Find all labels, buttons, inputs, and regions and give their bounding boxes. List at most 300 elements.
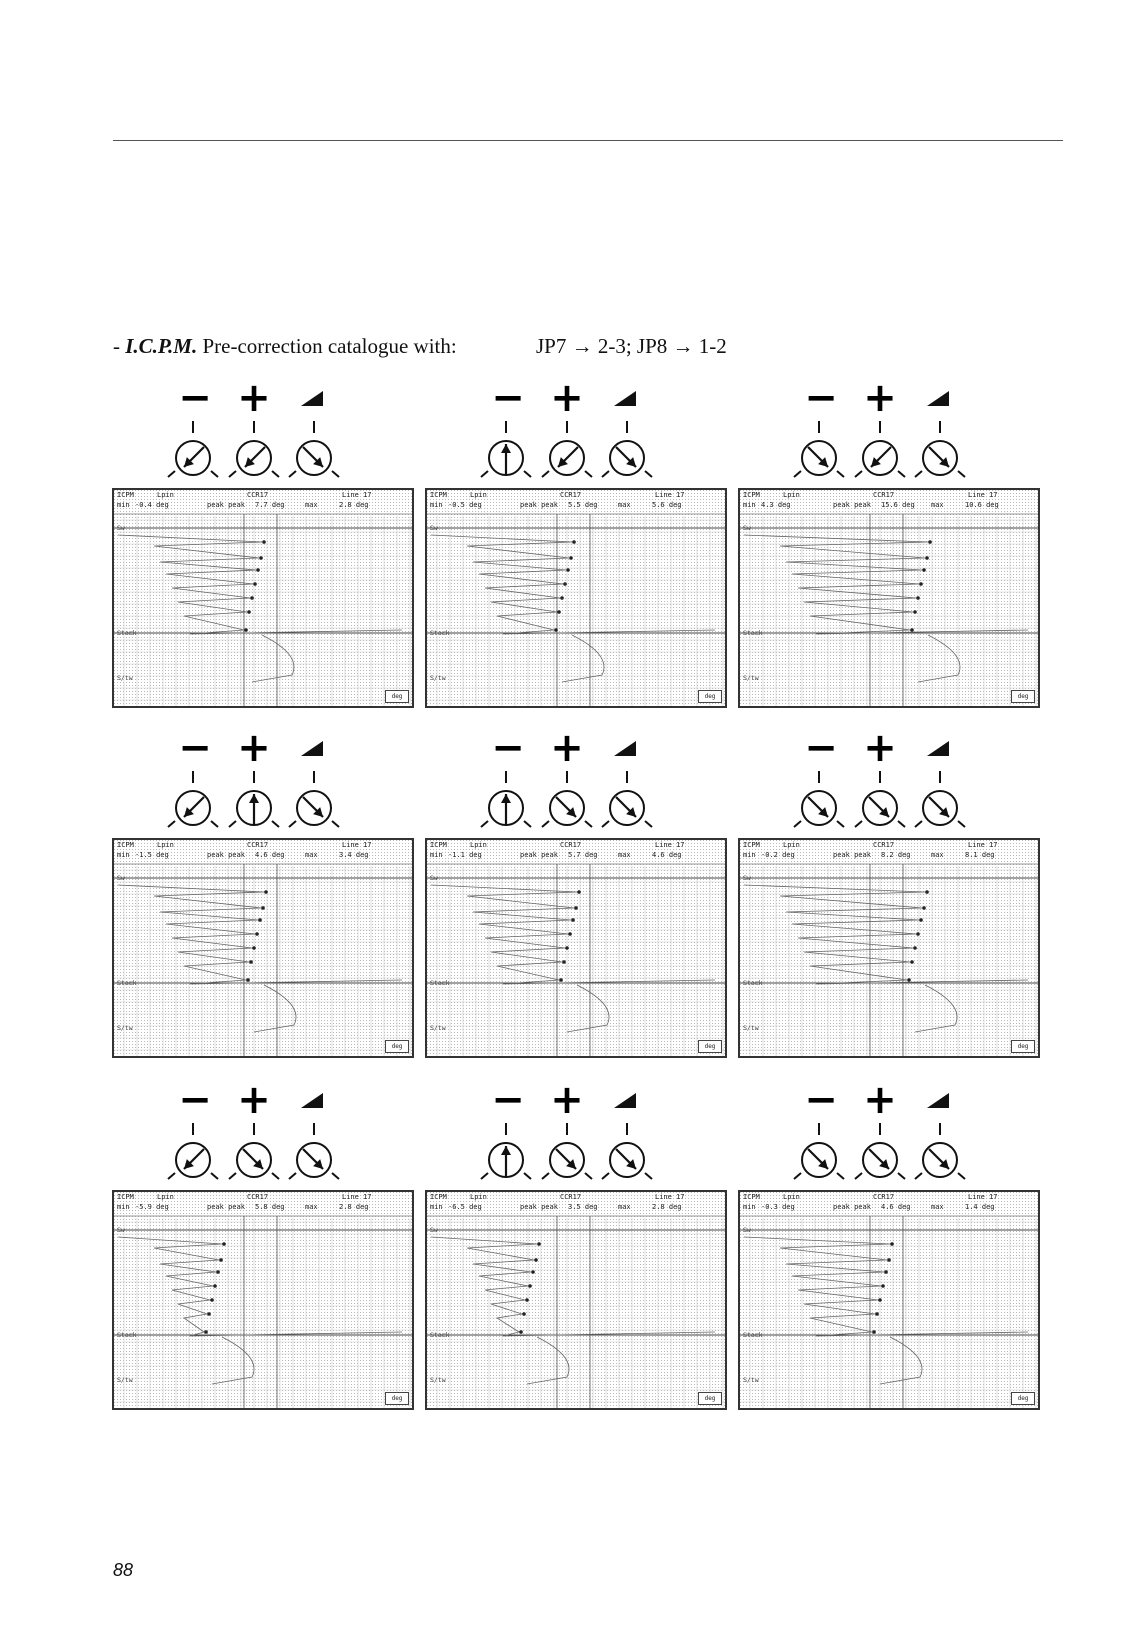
contrast-wedge-icon (614, 1093, 636, 1108)
screen-grid (427, 1192, 725, 1408)
minus-icon: − (491, 725, 525, 771)
screen-grid (427, 490, 725, 706)
screen-label-top: Sw (117, 524, 125, 532)
potentiometer-icon (602, 771, 652, 827)
measurement-field: 4.6 deg (881, 1203, 911, 1211)
deg-button: deg (385, 1040, 409, 1053)
trace-marker (913, 610, 917, 614)
measurement-field: max (931, 851, 944, 859)
screen-measurements (117, 851, 389, 859)
screen-header-field: CCR17 (247, 1193, 269, 1201)
trace-marker (569, 556, 573, 560)
screen-header-field: CCR17 (873, 491, 895, 499)
control-diagram (737, 725, 1042, 836)
trace-marker (562, 960, 566, 964)
control-diagram (424, 725, 729, 836)
trace-marker (244, 628, 248, 632)
screen-label-mid: Stack (430, 629, 450, 637)
minus-icon: − (804, 725, 838, 771)
trace-marker (246, 978, 250, 982)
oscilloscope-screen (738, 838, 1040, 1058)
potentiometer-icon (855, 421, 905, 477)
measurement-field: min (117, 851, 130, 859)
catalogue-panel (424, 375, 729, 728)
minus-icon: − (804, 1077, 838, 1123)
measurement-field: -0.4 deg (135, 501, 169, 509)
deg-button: deg (385, 1392, 409, 1405)
measurement-field: peak peak (520, 851, 558, 859)
screen-header-field: ICPM (117, 491, 134, 499)
screen-header-field: Lpin (470, 491, 487, 499)
potentiometer-icon (542, 421, 592, 477)
measurement-field: 7.7 deg (255, 501, 285, 509)
trace-marker (253, 582, 257, 586)
trace-marker (913, 946, 917, 950)
potentiometer-icon (481, 771, 531, 827)
plus-icon: + (863, 1077, 897, 1123)
oscilloscope-screen (738, 1190, 1040, 1410)
screen-header-field: CCR17 (560, 491, 582, 499)
minus-icon: − (491, 375, 525, 421)
screen-grid (114, 840, 412, 1056)
trace-marker (531, 1270, 535, 1274)
trace-marker (572, 540, 576, 544)
measurement-field: 2.8 deg (339, 1203, 369, 1211)
oscilloscope-screen (425, 838, 727, 1058)
deg-button: deg (1011, 1040, 1035, 1053)
potentiometer-icon (794, 1123, 844, 1179)
measurement-field: 3.4 deg (339, 851, 369, 859)
measurement-field: max (618, 501, 631, 509)
screen-grid (740, 490, 1038, 706)
deg-button: deg (698, 1040, 722, 1053)
screen-label-top: Sw (430, 1226, 438, 1234)
trace-marker (261, 906, 265, 910)
potentiometer-icon (168, 771, 218, 827)
trace-marker (252, 946, 256, 950)
screen-header-field: Lpin (783, 491, 800, 499)
trace-marker (537, 1242, 541, 1246)
contrast-wedge-icon (927, 1093, 949, 1108)
catalogue-panel (737, 375, 1042, 728)
screen-header-field: ICPM (743, 841, 760, 849)
trace-marker (262, 540, 266, 544)
trace-marker (522, 1312, 526, 1316)
measurement-field: -1.1 deg (448, 851, 482, 859)
trace-marker (256, 568, 260, 572)
trace-marker (554, 628, 558, 632)
measurement-field: 2.8 deg (339, 501, 369, 509)
screen-header-field: CCR17 (560, 1193, 582, 1201)
measurement-field: max (931, 501, 944, 509)
trace-marker (559, 978, 563, 982)
screen-header-field: Line 17 (655, 1193, 685, 1201)
measurement-field: peak peak (833, 501, 871, 509)
trace-marker (528, 1284, 532, 1288)
trace-marker (577, 890, 581, 894)
measurement-field: max (305, 501, 318, 509)
catalogue-panel (111, 725, 416, 1078)
minus-icon: − (178, 1077, 212, 1123)
plus-icon: + (550, 725, 584, 771)
screen-header-field: ICPM (430, 491, 447, 499)
heading-abbreviation: I.C.P.M. (125, 334, 198, 358)
screen-header-field: CCR17 (560, 841, 582, 849)
contrast-wedge-icon (614, 741, 636, 756)
catalogue-panel (737, 1077, 1042, 1430)
oscilloscope-screen (425, 488, 727, 708)
screen-grid (114, 490, 412, 706)
trace-marker (204, 1330, 208, 1334)
measurement-field: 5.5 deg (568, 501, 598, 509)
measurement-field: peak peak (207, 851, 245, 859)
measurement-field: -0.2 deg (761, 851, 795, 859)
trace-marker (922, 568, 926, 572)
potentiometer-icon (915, 1123, 965, 1179)
trace-marker (213, 1284, 217, 1288)
trace-marker (249, 960, 253, 964)
screen-label-top: Sw (743, 874, 751, 882)
trace-marker (916, 596, 920, 600)
potentiometer-icon (481, 1123, 531, 1179)
screen-header-field: Line 17 (342, 491, 372, 499)
screen-header (743, 491, 1028, 499)
measurement-field: min (430, 501, 443, 509)
measurement-field: peak peak (520, 1203, 558, 1211)
measurement-field: min (430, 1203, 443, 1211)
trace-marker (222, 1242, 226, 1246)
trace-marker (207, 1312, 211, 1316)
catalogue-panel (111, 1077, 416, 1430)
screen-label-mid: Stack (430, 979, 450, 987)
screen-label-mid: Stack (743, 1331, 763, 1339)
trace-marker (264, 890, 268, 894)
screen-label-top: Sw (117, 874, 125, 882)
screen-header-field: CCR17 (247, 841, 269, 849)
measurement-field: -1.5 deg (135, 851, 169, 859)
plus-icon: + (550, 375, 584, 421)
measurement-field: min (117, 501, 130, 509)
screen-header-field: Line 17 (968, 1193, 998, 1201)
trace-marker (525, 1298, 529, 1302)
trace-marker (907, 978, 911, 982)
screen-label-bot: S/tw (117, 1024, 133, 1032)
heading-prefix: - (113, 334, 126, 358)
potentiometer-icon (542, 771, 592, 827)
measurement-field: -0.5 deg (448, 501, 482, 509)
screen-measurements (743, 501, 1015, 509)
trace-marker (922, 906, 926, 910)
contrast-wedge-icon (301, 391, 323, 406)
screen-header (117, 1193, 402, 1201)
screen-grid (740, 1192, 1038, 1408)
trace-marker (928, 540, 932, 544)
trace-marker (916, 932, 920, 936)
control-diagram (111, 725, 416, 836)
plus-icon: + (237, 725, 271, 771)
oscilloscope-screen (112, 838, 414, 1058)
measurement-field: min (743, 1203, 756, 1211)
measurement-field: peak peak (833, 851, 871, 859)
screen-label-mid: Stack (117, 629, 137, 637)
trace-marker (565, 946, 569, 950)
screen-header (117, 841, 402, 849)
trace-marker (925, 890, 929, 894)
oscilloscope-screen (112, 1190, 414, 1410)
screen-header-field: Lpin (783, 841, 800, 849)
trace-marker (216, 1270, 220, 1274)
screen-header-field: CCR17 (247, 491, 269, 499)
plus-icon: + (863, 725, 897, 771)
trace-marker (878, 1298, 882, 1302)
control-diagram (111, 375, 416, 486)
screen-label-top: Sw (743, 524, 751, 532)
measurement-field: 4.6 deg (255, 851, 285, 859)
catalogue-panel (737, 725, 1042, 1078)
screen-header-field: ICPM (430, 841, 447, 849)
measurement-field: peak peak (207, 1203, 245, 1211)
minus-icon: − (178, 375, 212, 421)
screen-header-field: Line 17 (968, 841, 998, 849)
deg-button: deg (1011, 690, 1035, 703)
screen-header (430, 491, 715, 499)
measurement-field: min (743, 851, 756, 859)
screen-label-bot: S/tw (743, 674, 759, 682)
trace-marker (887, 1258, 891, 1262)
screen-measurements (743, 1203, 1015, 1211)
catalogue-panel (424, 725, 729, 1078)
screen-header-field: Lpin (470, 841, 487, 849)
screen-label-bot: S/tw (430, 674, 446, 682)
screen-label-mid: Stack (430, 1331, 450, 1339)
trace-marker (872, 1330, 876, 1334)
measurement-field: max (618, 851, 631, 859)
measurement-field: -6.5 deg (448, 1203, 482, 1211)
screen-label-bot: S/tw (743, 1376, 759, 1384)
screen-header (743, 841, 1028, 849)
catalogue-panel (424, 1077, 729, 1430)
deg-button: deg (1011, 1392, 1035, 1405)
trace-marker (571, 918, 575, 922)
potentiometer-icon (915, 771, 965, 827)
potentiometer-icon (542, 1123, 592, 1179)
screen-header-field: Line 17 (655, 491, 685, 499)
screen-grid (740, 840, 1038, 1056)
potentiometer-icon (168, 1123, 218, 1179)
trace-marker (875, 1312, 879, 1316)
screen-measurements (743, 851, 1015, 859)
screen-label-bot: S/tw (430, 1024, 446, 1032)
control-diagram (111, 1077, 416, 1188)
trace-marker (563, 582, 567, 586)
deg-button: deg (698, 1392, 722, 1405)
potentiometer-icon (229, 771, 279, 827)
trace-marker (919, 918, 923, 922)
control-diagram (737, 1077, 1042, 1188)
screen-header-field: Lpin (783, 1193, 800, 1201)
oscilloscope-screen (738, 488, 1040, 708)
trace-marker (881, 1284, 885, 1288)
screen-header-field: CCR17 (873, 841, 895, 849)
measurement-field: max (305, 851, 318, 859)
measurement-field: 4.6 deg (652, 851, 682, 859)
screen-label-bot: S/tw (743, 1024, 759, 1032)
screen-header-field: Lpin (157, 841, 174, 849)
trace-marker (910, 960, 914, 964)
measurement-field: -5.9 deg (135, 1203, 169, 1211)
potentiometer-icon (289, 771, 339, 827)
trace-marker (574, 906, 578, 910)
control-diagram (737, 375, 1042, 486)
measurement-field: max (305, 1203, 318, 1211)
control-diagram (424, 1077, 729, 1188)
screen-header (743, 1193, 1028, 1201)
heading-text: Pre-correction catalogue with: (197, 334, 457, 358)
potentiometer-icon (855, 1123, 905, 1179)
measurement-field: 1.4 deg (965, 1203, 995, 1211)
measurement-field: max (618, 1203, 631, 1211)
potentiometer-icon (915, 421, 965, 477)
trace-marker (255, 932, 259, 936)
plus-icon: + (237, 1077, 271, 1123)
screen-header-field: Lpin (157, 491, 174, 499)
measurement-field: 8.1 deg (965, 851, 995, 859)
screen-label-mid: Stack (743, 979, 763, 987)
measurement-field: 2.8 deg (652, 1203, 682, 1211)
trace-marker (566, 568, 570, 572)
potentiometer-icon (229, 1123, 279, 1179)
trace-marker (210, 1298, 214, 1302)
screen-label-bot: S/tw (117, 1376, 133, 1384)
minus-icon: − (178, 725, 212, 771)
trace-marker (884, 1270, 888, 1274)
measurement-field: peak peak (833, 1203, 871, 1211)
minus-icon: − (491, 1077, 525, 1123)
trace-marker (910, 628, 914, 632)
measurement-field: 5.8 deg (255, 1203, 285, 1211)
potentiometer-icon (168, 421, 218, 477)
potentiometer-icon (602, 1123, 652, 1179)
screen-header-field: Line 17 (655, 841, 685, 849)
trace-marker (557, 610, 561, 614)
potentiometer-icon (481, 421, 531, 477)
screen-measurements (117, 1203, 389, 1211)
trace-marker (568, 932, 572, 936)
contrast-wedge-icon (301, 1093, 323, 1108)
plus-icon: + (863, 375, 897, 421)
screen-grid (427, 840, 725, 1056)
potentiometer-icon (289, 421, 339, 477)
measurement-field: 5.6 deg (652, 501, 682, 509)
measurement-field: min (117, 1203, 130, 1211)
minus-icon: − (804, 375, 838, 421)
screen-header-field: CCR17 (873, 1193, 895, 1201)
page-number: 88 (113, 1560, 134, 1580)
screen-header-field: Lpin (470, 1193, 487, 1201)
plus-icon: + (550, 1077, 584, 1123)
trace-marker (919, 582, 923, 586)
trace-marker (250, 596, 254, 600)
screen-header-field: ICPM (117, 841, 134, 849)
measurement-field: 10.6 deg (965, 501, 999, 509)
potentiometer-icon (602, 421, 652, 477)
screen-header-field: Lpin (157, 1193, 174, 1201)
deg-button: deg (698, 690, 722, 703)
measurement-field: min (430, 851, 443, 859)
oscilloscope-screen (425, 1190, 727, 1410)
screen-measurements (117, 501, 389, 509)
screen-label-top: Sw (430, 524, 438, 532)
potentiometer-icon (794, 421, 844, 477)
potentiometer-icon (794, 771, 844, 827)
screen-label-top: Sw (117, 1226, 125, 1234)
screen-label-top: Sw (430, 874, 438, 882)
screen-header-field: ICPM (743, 1193, 760, 1201)
screen-label-bot: S/tw (117, 674, 133, 682)
screen-measurements (430, 851, 702, 859)
deg-button: deg (385, 690, 409, 703)
catalogue-panel (111, 375, 416, 728)
trace-marker (890, 1242, 894, 1246)
measurement-field: peak peak (520, 501, 558, 509)
section-heading (113, 334, 727, 359)
screen-measurements (430, 1203, 702, 1211)
screen-header-field: ICPM (117, 1193, 134, 1201)
trace-marker (247, 610, 251, 614)
screen-header (430, 1193, 715, 1201)
screen-header-field: ICPM (743, 491, 760, 499)
screen-header-field: Line 17 (342, 841, 372, 849)
trace-marker (534, 1258, 538, 1262)
measurement-field: max (931, 1203, 944, 1211)
trace-marker (219, 1258, 223, 1262)
potentiometer-icon (289, 1123, 339, 1179)
screen-header (430, 841, 715, 849)
contrast-wedge-icon (927, 391, 949, 406)
screen-label-mid: Stack (743, 629, 763, 637)
screen-label-bot: S/tw (430, 1376, 446, 1384)
oscilloscope-screen (112, 488, 414, 708)
screen-header-field: Line 17 (968, 491, 998, 499)
measurement-field: 15.6 deg (881, 501, 915, 509)
measurement-field: -0.3 deg (761, 1203, 795, 1211)
potentiometer-icon (855, 771, 905, 827)
header-rule (113, 140, 1063, 141)
screen-label-mid: Stack (117, 979, 137, 987)
screen-label-top: Sw (743, 1226, 751, 1234)
plus-icon: + (237, 375, 271, 421)
screen-header-field: ICPM (430, 1193, 447, 1201)
contrast-wedge-icon (614, 391, 636, 406)
measurement-field: 5.7 deg (568, 851, 598, 859)
control-diagram (424, 375, 729, 486)
trace-marker (258, 918, 262, 922)
trace-marker (560, 596, 564, 600)
jumper-settings: JP7 → 2-3; JP8 → 1-2 (536, 334, 727, 358)
measurement-field: 8.2 deg (881, 851, 911, 859)
measurement-field: 4.3 deg (761, 501, 791, 509)
potentiometer-icon (229, 421, 279, 477)
screen-measurements (430, 501, 702, 509)
contrast-wedge-icon (927, 741, 949, 756)
screen-grid (114, 1192, 412, 1408)
measurement-field: 3.5 deg (568, 1203, 598, 1211)
contrast-wedge-icon (301, 741, 323, 756)
trace-marker (519, 1330, 523, 1334)
measurement-field: peak peak (207, 501, 245, 509)
trace-marker (925, 556, 929, 560)
screen-header (117, 491, 402, 499)
